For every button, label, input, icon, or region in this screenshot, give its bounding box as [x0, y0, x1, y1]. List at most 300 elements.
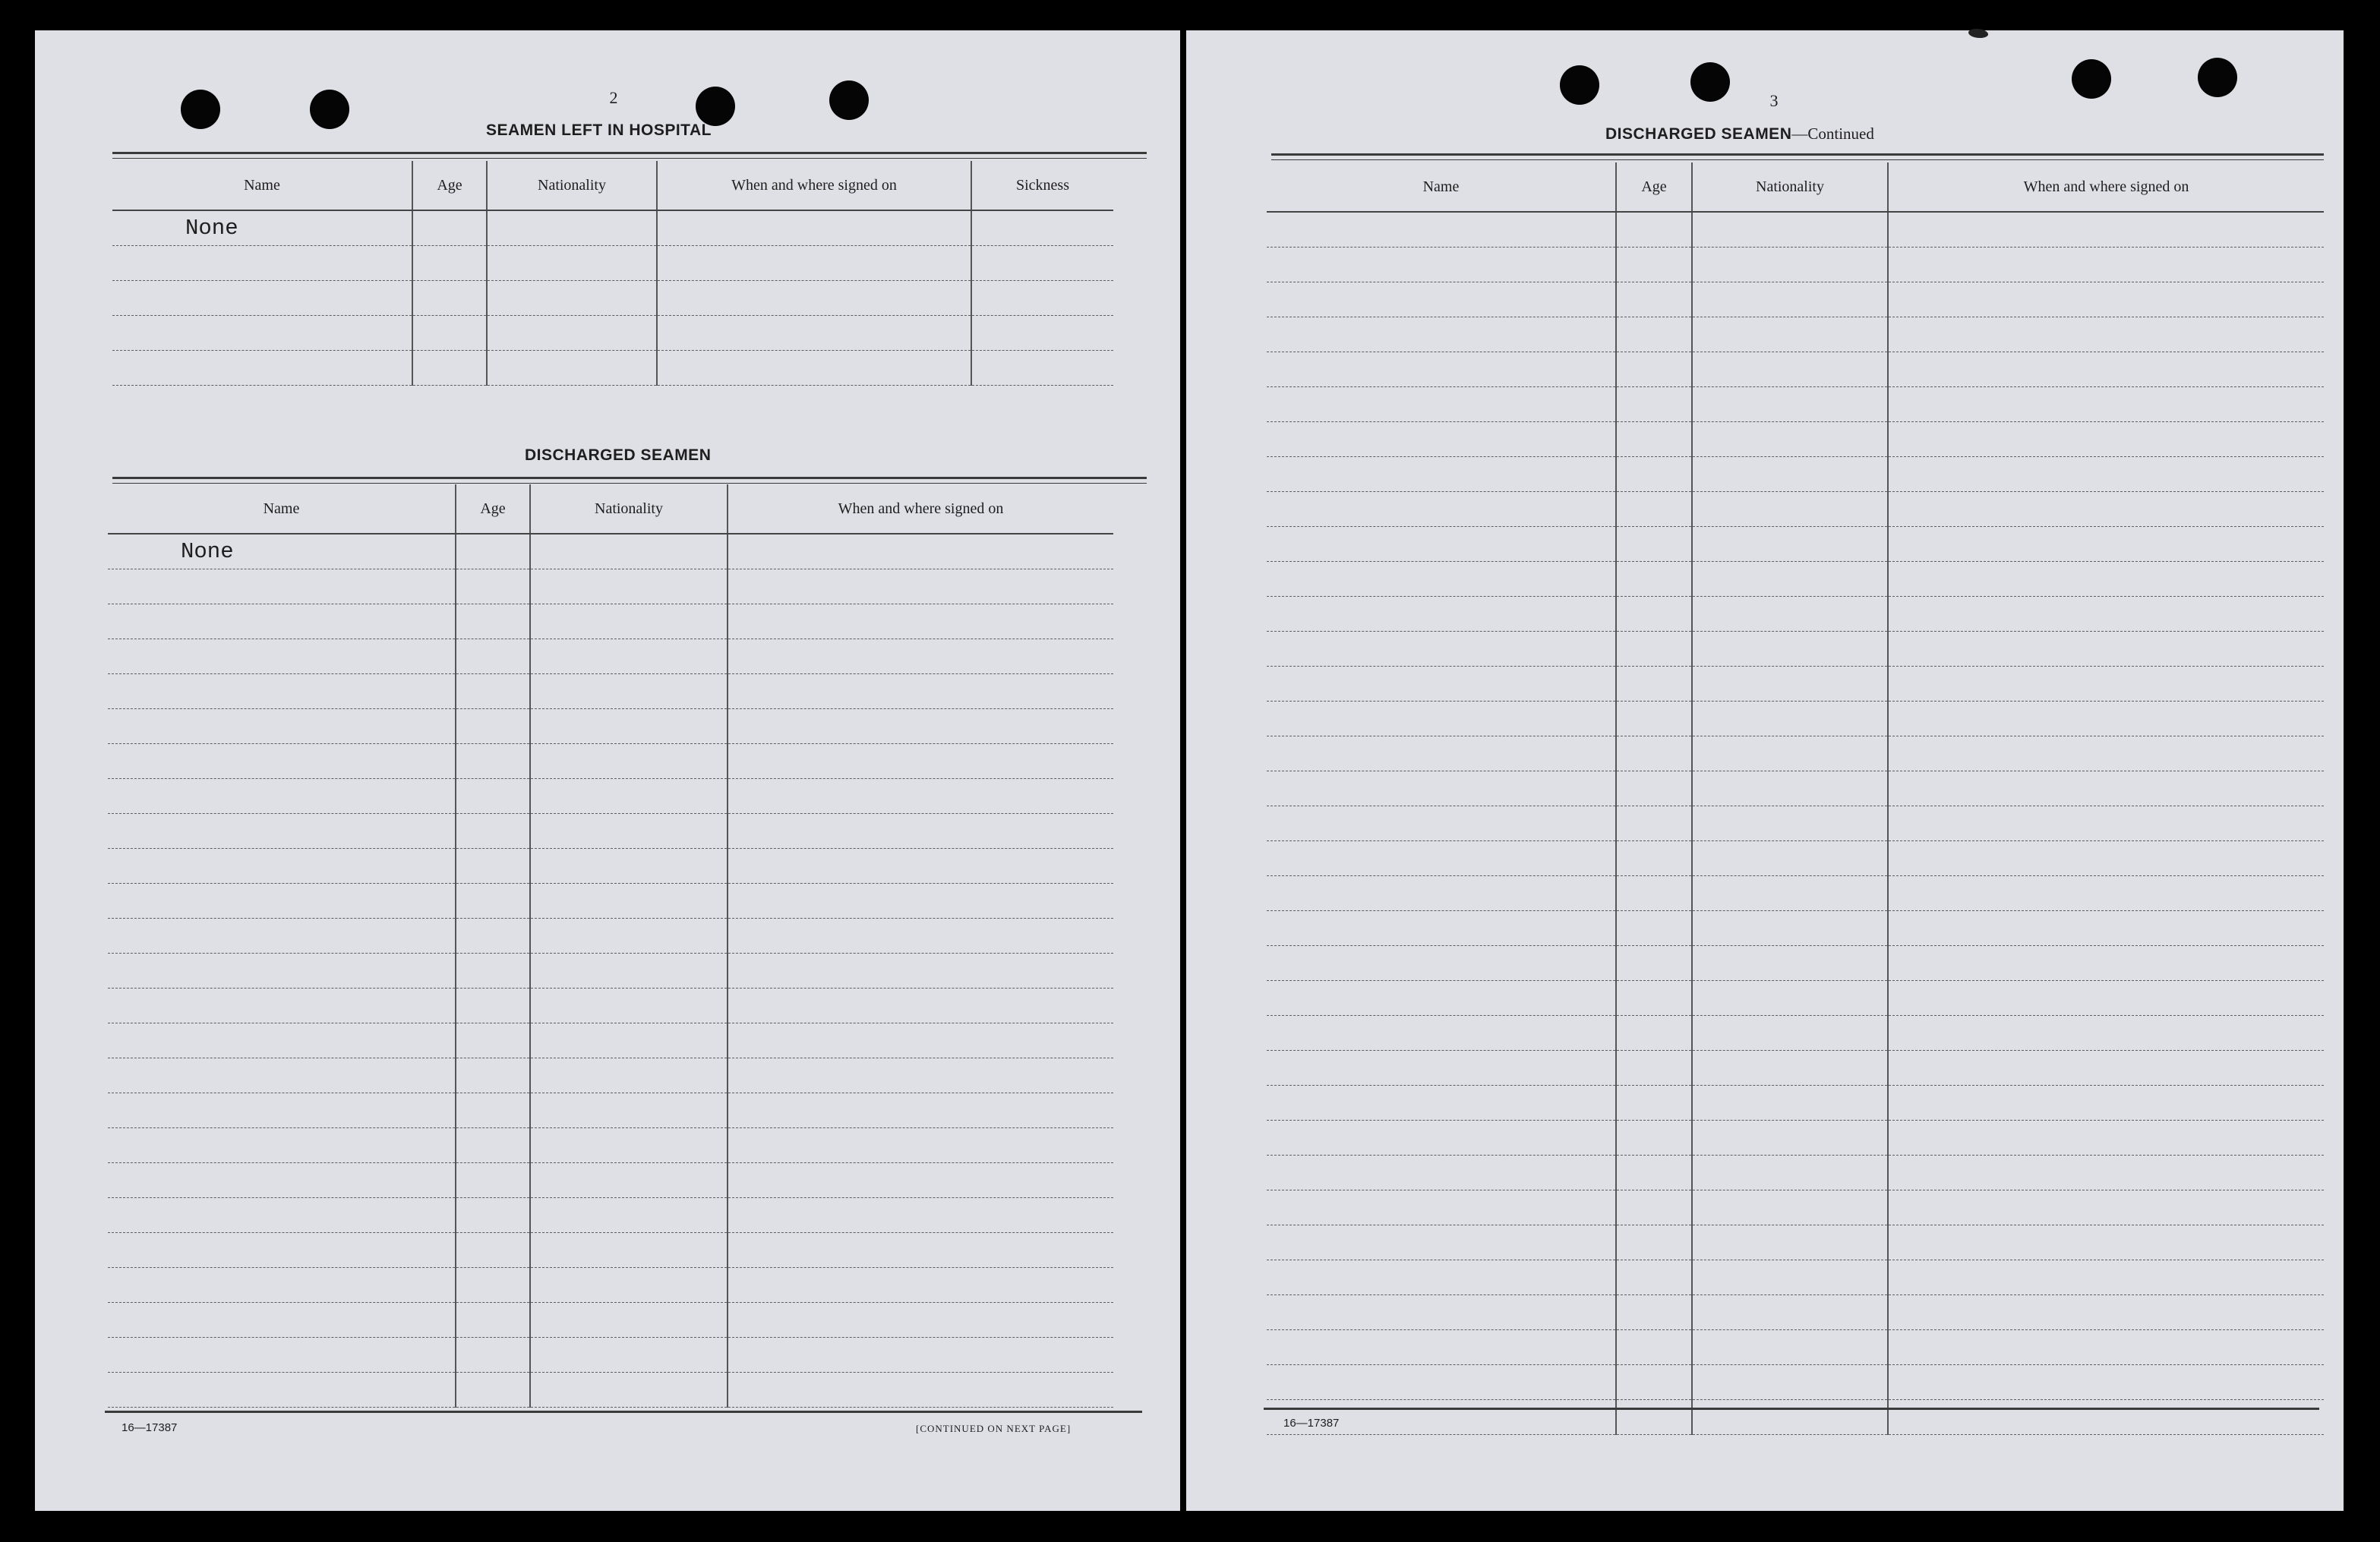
table-cell	[530, 1302, 728, 1337]
table-cell	[1888, 736, 2324, 771]
discharged-table-continued	[1267, 162, 2324, 1435]
table-cell	[1692, 1120, 1888, 1155]
table-cell	[728, 813, 1113, 848]
table-cell	[1616, 1050, 1692, 1085]
table-cell	[1267, 1294, 1616, 1329]
table-cell	[1267, 247, 1616, 282]
table-cell	[530, 1337, 728, 1372]
table-cell	[728, 778, 1113, 813]
table-cell	[1616, 736, 1692, 771]
table-row	[108, 1093, 1113, 1127]
table-cell	[456, 1372, 530, 1407]
table-cell	[728, 1372, 1113, 1407]
table-cell	[112, 245, 412, 280]
table-cell	[1616, 1260, 1692, 1294]
table-row	[1267, 840, 2324, 875]
table-cell	[108, 1337, 456, 1372]
left-page	[35, 30, 1180, 1511]
table-row	[108, 953, 1113, 988]
table-row	[1267, 561, 2324, 596]
column-header-age: Age	[1616, 162, 1692, 212]
page-number: 2	[609, 88, 618, 107]
table-cell	[1692, 701, 1888, 736]
right-page	[1186, 30, 2344, 1511]
table-cell	[456, 743, 530, 778]
table-cell	[1616, 1329, 1692, 1364]
table-cell	[108, 778, 456, 813]
table-cell	[1267, 736, 1616, 771]
table-cell	[1616, 1294, 1692, 1329]
punch-hole	[829, 80, 869, 120]
punch-hole	[310, 90, 349, 129]
table-cell	[728, 1232, 1113, 1267]
table-cell	[1888, 1190, 2324, 1225]
table-cell	[1692, 875, 1888, 910]
table-row	[108, 778, 1113, 813]
table-cell	[530, 1058, 728, 1093]
table-cell	[1888, 980, 2324, 1015]
table-cell	[108, 813, 456, 848]
table-row	[1267, 1120, 2324, 1155]
table-cell	[108, 1197, 456, 1232]
column-header-name: Name	[108, 484, 456, 534]
table-row	[108, 813, 1113, 848]
table-cell	[1888, 910, 2324, 945]
table-row	[1267, 421, 2324, 456]
table-cell	[1267, 1085, 1616, 1120]
table-cell	[1267, 317, 1616, 352]
table-row	[108, 918, 1113, 953]
table-row	[1267, 1190, 2324, 1225]
table-cell	[1888, 596, 2324, 631]
table-cell	[456, 673, 530, 708]
table-cell	[1616, 561, 1692, 596]
table-cell	[1692, 1190, 1888, 1225]
table-cell	[487, 315, 657, 350]
table-row	[1267, 875, 2324, 910]
table-cell	[1616, 596, 1692, 631]
table-cell	[1888, 875, 2324, 910]
table-cell	[1888, 386, 2324, 421]
table-row	[1267, 317, 2324, 352]
punch-hole	[2198, 58, 2237, 97]
table-cell	[1692, 980, 1888, 1015]
table-cell	[108, 1372, 456, 1407]
table-cell	[530, 953, 728, 988]
table-cell	[1267, 945, 1616, 980]
table-cell	[108, 883, 456, 918]
table-cell	[1267, 282, 1616, 317]
table-cell	[112, 280, 412, 315]
table-cell	[1616, 1085, 1692, 1120]
table-cell	[971, 210, 1113, 245]
table-cell	[728, 743, 1113, 778]
table-cell	[487, 245, 657, 280]
table-cell	[657, 280, 971, 315]
table-row	[1267, 212, 2324, 247]
table-cell	[530, 604, 728, 639]
column-header-name: Name	[112, 161, 412, 210]
table-cell	[728, 1162, 1113, 1197]
table-cell	[1888, 526, 2324, 561]
table-cell	[1616, 1225, 1692, 1260]
table-cell	[456, 1023, 530, 1058]
table-cell	[1888, 631, 2324, 666]
table-cell	[1888, 561, 2324, 596]
table-cell	[1267, 771, 1616, 806]
form-code: 16—17387	[122, 1421, 178, 1434]
table-cell	[1267, 1155, 1616, 1190]
table-row	[1267, 596, 2324, 631]
table-cell	[1692, 1260, 1888, 1294]
table-cell	[728, 953, 1113, 988]
table-cell	[530, 778, 728, 813]
table-cell	[1616, 1015, 1692, 1050]
table-row	[1267, 1399, 2324, 1434]
table-cell	[1888, 945, 2324, 980]
table-cell	[530, 918, 728, 953]
table-row	[108, 1302, 1113, 1337]
punch-hole	[2072, 59, 2111, 99]
table-row	[112, 350, 1113, 385]
table-row	[108, 1162, 1113, 1197]
table-row	[1267, 1225, 2324, 1260]
footer-rule	[105, 1411, 1142, 1413]
table-cell	[728, 1058, 1113, 1093]
table-cell	[1267, 491, 1616, 526]
table-cell	[108, 1093, 456, 1127]
table-cell	[530, 1372, 728, 1407]
table-cell	[728, 1127, 1113, 1162]
table-cell	[1616, 945, 1692, 980]
table-cell	[1616, 875, 1692, 910]
column-header-signed-on: When and where signed on	[1888, 162, 2324, 212]
table-row	[112, 280, 1113, 315]
table-cell	[456, 848, 530, 883]
table-cell	[728, 569, 1113, 604]
table-cell	[1267, 561, 1616, 596]
table-cell	[1888, 421, 2324, 456]
header-rule	[112, 483, 1147, 484]
table-cell	[1692, 666, 1888, 701]
table-cell	[530, 1127, 728, 1162]
table-cell	[1692, 282, 1888, 317]
table-cell	[412, 350, 487, 385]
table-cell	[530, 1023, 728, 1058]
table-cell	[1616, 701, 1692, 736]
table-row	[108, 1023, 1113, 1058]
table-cell	[1616, 1120, 1692, 1155]
table-cell	[1692, 596, 1888, 631]
table-cell	[1616, 421, 1692, 456]
table-row	[108, 1127, 1113, 1162]
table-row	[108, 1372, 1113, 1407]
discharged-section-title: DISCHARGED SEAMEN	[525, 446, 712, 464]
table-row	[1267, 352, 2324, 386]
table-cell	[1888, 282, 2324, 317]
table-cell	[108, 569, 456, 604]
table-cell	[108, 604, 456, 639]
table-cell	[530, 1232, 728, 1267]
table-cell	[1616, 352, 1692, 386]
table-cell	[456, 918, 530, 953]
table-cell	[728, 1302, 1113, 1337]
table-cell	[1692, 806, 1888, 840]
table-cell	[1692, 1085, 1888, 1120]
table-cell	[108, 743, 456, 778]
table-cell	[1888, 212, 2324, 247]
table-row	[108, 569, 1113, 604]
table-cell	[1267, 910, 1616, 945]
table-cell	[1267, 456, 1616, 491]
table-cell	[1888, 666, 2324, 701]
punch-hole	[696, 87, 735, 126]
table-cell	[456, 1232, 530, 1267]
table-cell	[1888, 1364, 2324, 1399]
table-cell	[1888, 1260, 2324, 1294]
table-cell	[456, 1093, 530, 1127]
table-cell	[1267, 980, 1616, 1015]
header-rule	[1271, 153, 2324, 156]
table-cell	[456, 1302, 530, 1337]
table-row	[108, 639, 1113, 673]
table-cell	[1692, 736, 1888, 771]
table-cell	[108, 848, 456, 883]
table-row	[1267, 980, 2324, 1015]
table-cell	[1888, 491, 2324, 526]
table-cell	[1692, 421, 1888, 456]
table-cell	[530, 1267, 728, 1302]
table-row	[108, 1337, 1113, 1372]
table-cell	[1616, 1155, 1692, 1190]
table-cell	[728, 883, 1113, 918]
table-row	[112, 245, 1113, 280]
table-row	[108, 743, 1113, 778]
table-cell	[456, 1162, 530, 1197]
table-cell	[728, 1093, 1113, 1127]
table-cell	[1267, 666, 1616, 701]
table-cell	[1616, 1190, 1692, 1225]
table-cell	[1692, 561, 1888, 596]
table-row	[1267, 1364, 2324, 1399]
punch-hole	[181, 90, 220, 129]
table-cell	[108, 639, 456, 673]
table-cell	[1692, 491, 1888, 526]
form-code: 16—17387	[1283, 1417, 1340, 1430]
table-row	[1267, 1260, 2324, 1294]
punch-hole	[1690, 62, 1730, 102]
table-cell	[456, 778, 530, 813]
table-row	[1267, 1085, 2324, 1120]
table-cell	[108, 708, 456, 743]
table-cell	[1267, 526, 1616, 561]
table-cell	[1616, 980, 1692, 1015]
table-cell	[1692, 1225, 1888, 1260]
column-header-sickness: Sickness	[971, 161, 1113, 210]
table-cell	[1267, 1364, 1616, 1399]
table-cell	[1616, 910, 1692, 945]
table-row	[1267, 945, 2324, 980]
table-cell	[1692, 1399, 1888, 1434]
table-cell	[1888, 1050, 2324, 1085]
table-cell	[487, 210, 657, 245]
discharged-continued-title: DISCHARGED SEAMEN—Continued	[1605, 125, 1874, 143]
table-cell	[108, 1232, 456, 1267]
table-cell	[657, 315, 971, 350]
header-rule	[112, 477, 1147, 479]
hospital-table	[112, 161, 1113, 386]
table-cell	[530, 673, 728, 708]
table-cell	[1267, 386, 1616, 421]
table-cell	[108, 673, 456, 708]
table-cell	[1888, 1015, 2324, 1050]
table-cell	[971, 350, 1113, 385]
table-cell	[1616, 247, 1692, 282]
table-cell	[1267, 631, 1616, 666]
table-cell	[456, 639, 530, 673]
table-cell	[728, 1023, 1113, 1058]
table-cell	[1267, 1015, 1616, 1050]
table-cell	[1692, 1015, 1888, 1050]
scan-mark	[1968, 29, 1988, 38]
table-cell	[530, 639, 728, 673]
table-cell	[728, 673, 1113, 708]
table-cell	[1267, 875, 1616, 910]
table-cell	[1692, 317, 1888, 352]
table-cell	[108, 918, 456, 953]
table-cell	[456, 1127, 530, 1162]
table-row	[1267, 456, 2324, 491]
table-cell	[456, 1058, 530, 1093]
table-cell	[1616, 771, 1692, 806]
table-cell	[1267, 352, 1616, 386]
table-cell	[487, 280, 657, 315]
table-cell	[456, 953, 530, 988]
table-cell	[456, 569, 530, 604]
table-cell	[1888, 352, 2324, 386]
table-cell	[1888, 1225, 2324, 1260]
table-cell	[530, 813, 728, 848]
table-cell	[1616, 631, 1692, 666]
table-cell	[1888, 806, 2324, 840]
table-cell	[728, 639, 1113, 673]
column-header-signed-on: When and where signed on	[657, 161, 971, 210]
table-cell	[456, 1197, 530, 1232]
table-cell	[728, 918, 1113, 953]
table-cell	[1267, 596, 1616, 631]
table-row	[112, 210, 1113, 245]
table-cell	[1692, 1329, 1888, 1364]
table-cell	[530, 743, 728, 778]
table-row	[108, 1058, 1113, 1093]
table-cell	[1692, 631, 1888, 666]
table-cell	[657, 245, 971, 280]
punch-hole	[1560, 65, 1599, 105]
table-cell	[456, 988, 530, 1023]
table-cell	[108, 1162, 456, 1197]
header-rule	[112, 158, 1147, 159]
table-cell	[1888, 317, 2324, 352]
table-cell	[1692, 945, 1888, 980]
table-header-row	[112, 161, 1113, 210]
table-cell	[1888, 771, 2324, 806]
table-cell	[412, 210, 487, 245]
table-cell	[1692, 1364, 1888, 1399]
table-row	[1267, 736, 2324, 771]
table-cell	[112, 315, 412, 350]
table-cell	[108, 1302, 456, 1337]
table-cell	[412, 315, 487, 350]
table-row	[1267, 386, 2324, 421]
table-cell	[1692, 247, 1888, 282]
table-cell	[1692, 1050, 1888, 1085]
table-row	[1267, 666, 2324, 701]
discharged-table	[108, 484, 1113, 1408]
table-row	[1267, 1015, 2324, 1050]
table-cell	[728, 708, 1113, 743]
table-cell	[1616, 456, 1692, 491]
table-cell	[1616, 386, 1692, 421]
table-cell	[728, 988, 1113, 1023]
table-cell	[971, 245, 1113, 280]
table-cell	[530, 883, 728, 918]
table-row	[1267, 247, 2324, 282]
table-cell	[1692, 840, 1888, 875]
table-cell	[1267, 212, 1616, 247]
table-cell	[1888, 1294, 2324, 1329]
table-cell	[1692, 526, 1888, 561]
header-rule	[112, 152, 1147, 154]
table-cell	[1616, 1364, 1692, 1399]
table-cell	[1692, 910, 1888, 945]
table-row	[108, 1232, 1113, 1267]
table-row	[1267, 526, 2324, 561]
table-cell	[1267, 806, 1616, 840]
table-cell	[971, 315, 1113, 350]
table-cell	[728, 534, 1113, 569]
table-cell	[1267, 840, 1616, 875]
table-cell	[1888, 1329, 2324, 1364]
table-cell	[728, 1267, 1113, 1302]
table-cell	[108, 1127, 456, 1162]
table-cell	[728, 604, 1113, 639]
table-row	[1267, 1155, 2324, 1190]
table-cell	[530, 848, 728, 883]
table-cell	[728, 848, 1113, 883]
table-cell	[1888, 1155, 2324, 1190]
entry-none: None	[112, 210, 412, 245]
table-row	[1267, 771, 2324, 806]
table-row	[108, 988, 1113, 1023]
table-cell	[1616, 491, 1692, 526]
table-row	[1267, 910, 2324, 945]
table-row	[108, 604, 1113, 639]
table-row	[108, 673, 1113, 708]
table-cell	[1888, 247, 2324, 282]
table-cell	[530, 708, 728, 743]
table-cell	[412, 280, 487, 315]
table-cell	[112, 350, 412, 385]
table-cell	[530, 988, 728, 1023]
table-cell	[1267, 421, 1616, 456]
table-cell	[1267, 1329, 1616, 1364]
table-cell	[1888, 456, 2324, 491]
table-row	[108, 534, 1113, 569]
column-header-age: Age	[456, 484, 530, 534]
table-cell	[1616, 317, 1692, 352]
table-header-row	[108, 484, 1113, 534]
table-cell	[1692, 771, 1888, 806]
